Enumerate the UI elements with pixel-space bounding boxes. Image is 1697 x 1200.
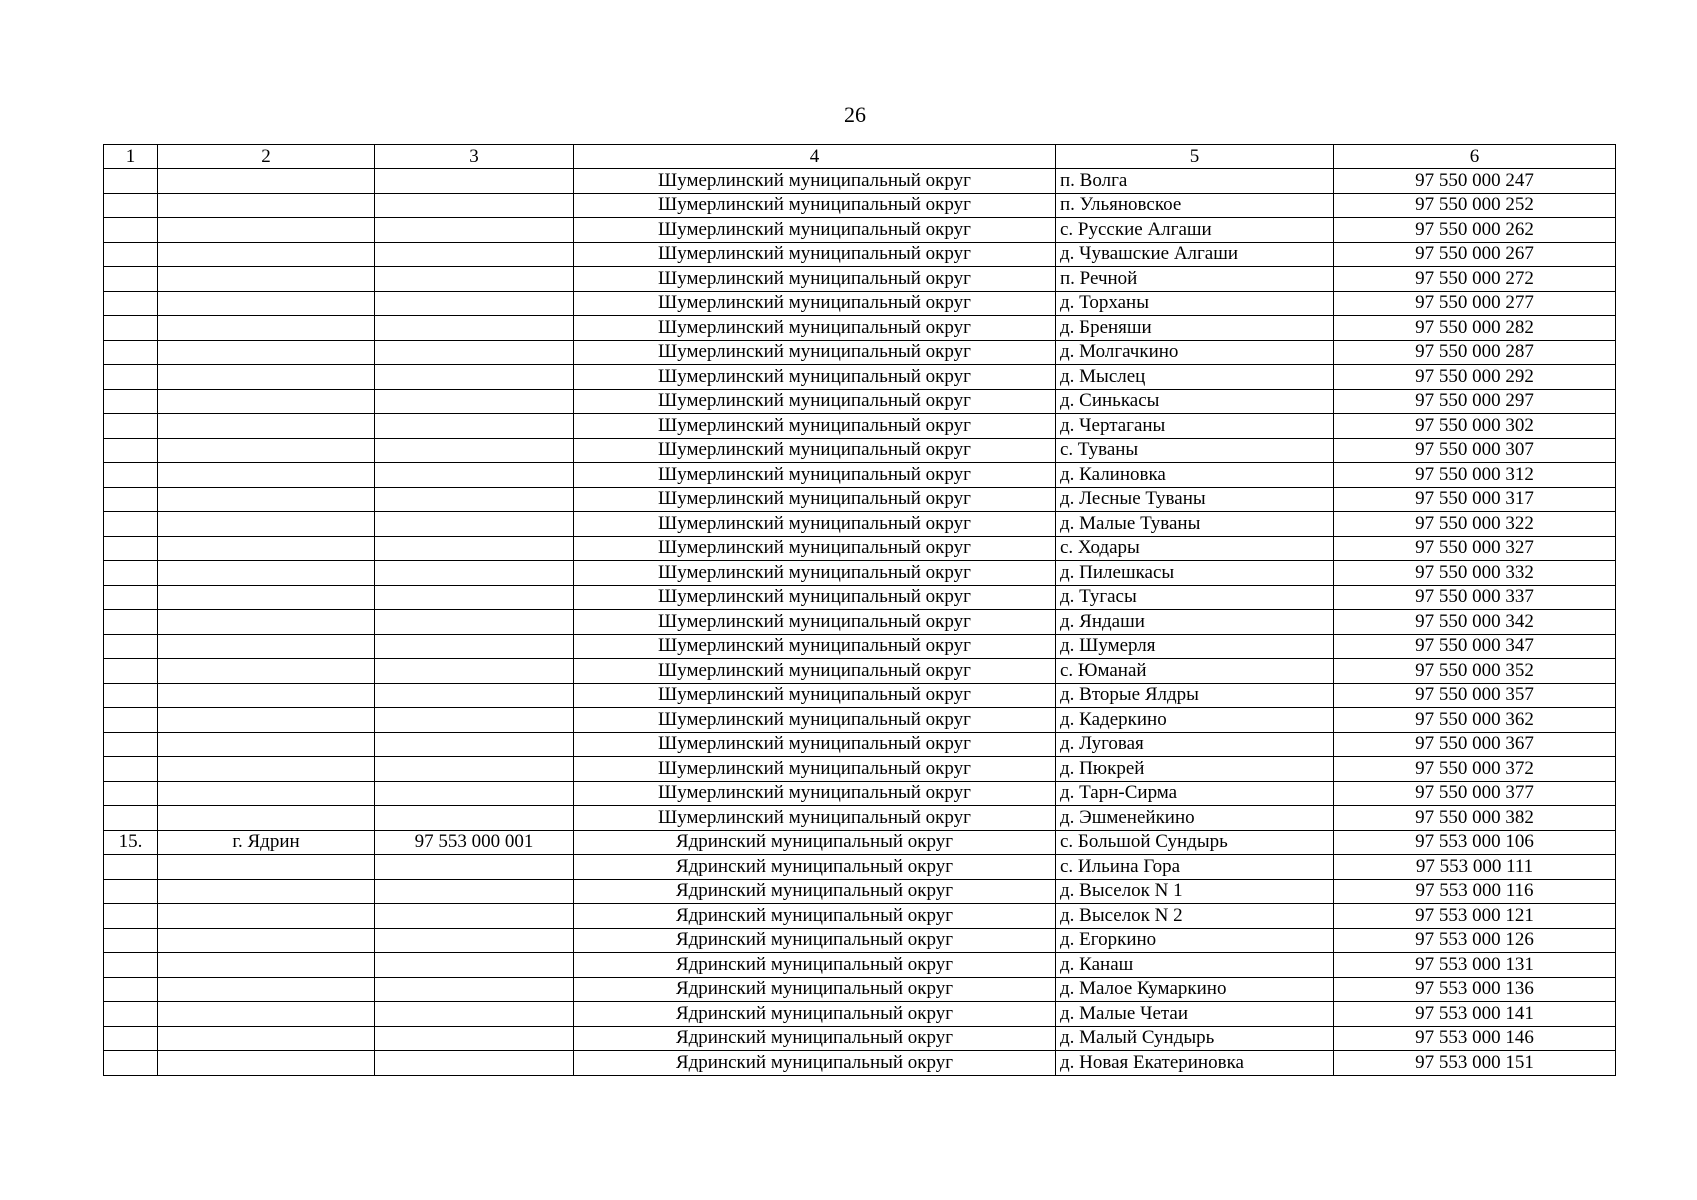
district-cell: Шумерлинский муниципальный округ — [574, 659, 1056, 684]
row-number-cell — [104, 757, 158, 782]
settlement-code-cell: 97 553 000 136 — [1334, 977, 1616, 1002]
settlement-code-cell: 97 553 000 106 — [1334, 830, 1616, 855]
city-cell — [158, 953, 375, 978]
table-row — [104, 683, 1616, 708]
city-cell — [158, 536, 375, 561]
city-code-cell — [375, 267, 574, 292]
row-number-cell — [104, 414, 158, 439]
settlement-cell: д. Синькасы — [1056, 389, 1334, 414]
settlement-cell: п. Речной — [1056, 267, 1334, 292]
settlement-code-cell: 97 550 000 317 — [1334, 487, 1616, 512]
table-row — [104, 512, 1616, 537]
settlement-code-cell: 97 553 000 151 — [1334, 1051, 1616, 1076]
settlement-code-cell: 97 550 000 337 — [1334, 585, 1616, 610]
city-code-cell — [375, 316, 574, 341]
city-cell — [158, 585, 375, 610]
district-cell: Шумерлинский муниципальный округ — [574, 683, 1056, 708]
city-code-cell — [375, 512, 574, 537]
city-cell — [158, 463, 375, 488]
row-number-cell — [104, 438, 158, 463]
settlement-cell: д. Торханы — [1056, 291, 1334, 316]
city-code-cell — [375, 708, 574, 733]
city-cell — [158, 757, 375, 782]
city-cell — [158, 365, 375, 390]
district-cell: Ядринский муниципальный округ — [574, 953, 1056, 978]
settlement-code-cell: 97 550 000 307 — [1334, 438, 1616, 463]
city-code-cell — [375, 977, 574, 1002]
header-cell-2: 2 — [158, 145, 375, 169]
table-row — [104, 708, 1616, 733]
district-cell: Шумерлинский муниципальный округ — [574, 414, 1056, 439]
settlement-cell: д. Тарн-Сирма — [1056, 781, 1334, 806]
settlement-code-cell: 97 550 000 352 — [1334, 659, 1616, 684]
district-cell: Шумерлинский муниципальный округ — [574, 316, 1056, 341]
settlement-cell: с. Юманай — [1056, 659, 1334, 684]
table-row — [104, 1051, 1616, 1076]
city-cell — [158, 169, 375, 194]
row-number-cell — [104, 732, 158, 757]
table-row — [104, 365, 1616, 390]
district-cell: Шумерлинский муниципальный округ — [574, 585, 1056, 610]
table-row — [104, 536, 1616, 561]
city-code-cell — [375, 732, 574, 757]
settlement-cell: д. Молгачкино — [1056, 340, 1334, 365]
row-number-cell — [104, 561, 158, 586]
district-cell: Шумерлинский муниципальный округ — [574, 561, 1056, 586]
district-cell: Шумерлинский муниципальный округ — [574, 242, 1056, 267]
settlement-cell: д. Малые Туваны — [1056, 512, 1334, 537]
page-number: 26 — [844, 102, 866, 127]
district-cell: Ядринский муниципальный округ — [574, 1002, 1056, 1027]
city-cell — [158, 634, 375, 659]
city-cell — [158, 806, 375, 831]
table-row — [104, 487, 1616, 512]
city-code-cell — [375, 1051, 574, 1076]
district-cell: Шумерлинский муниципальный округ — [574, 438, 1056, 463]
settlement-code-cell: 97 550 000 282 — [1334, 316, 1616, 341]
district-cell: Ядринский муниципальный округ — [574, 904, 1056, 929]
settlement-code-cell: 97 550 000 372 — [1334, 757, 1616, 782]
settlement-cell: д. Эшменейкино — [1056, 806, 1334, 831]
district-cell: Шумерлинский муниципальный округ — [574, 634, 1056, 659]
table-row — [104, 218, 1616, 243]
city-code-cell — [375, 463, 574, 488]
district-cell: Ядринский муниципальный округ — [574, 1051, 1056, 1076]
settlement-code-cell: 97 550 000 262 — [1334, 218, 1616, 243]
row-number-cell — [104, 904, 158, 929]
settlement-code-cell: 97 550 000 287 — [1334, 340, 1616, 365]
district-cell: Шумерлинский муниципальный округ — [574, 463, 1056, 488]
city-code-cell — [375, 561, 574, 586]
city-code-cell — [375, 1026, 574, 1051]
row-number-cell — [104, 977, 158, 1002]
district-cell: Шумерлинский муниципальный округ — [574, 806, 1056, 831]
city-cell — [158, 414, 375, 439]
row-number-cell — [104, 855, 158, 880]
settlement-code-cell: 97 553 000 111 — [1334, 855, 1616, 880]
city-code-cell — [375, 879, 574, 904]
district-cell: Шумерлинский муниципальный округ — [574, 340, 1056, 365]
row-number-cell — [104, 218, 158, 243]
table-row — [104, 977, 1616, 1002]
row-number-cell: 15. — [104, 830, 158, 855]
city-code-cell — [375, 438, 574, 463]
city-code-cell — [375, 242, 574, 267]
city-code-cell — [375, 1002, 574, 1027]
city-cell — [158, 267, 375, 292]
table-row — [104, 904, 1616, 929]
city-code-cell — [375, 536, 574, 561]
row-number-cell — [104, 708, 158, 733]
settlement-code-cell: 97 550 000 362 — [1334, 708, 1616, 733]
row-number-cell — [104, 365, 158, 390]
settlement-cell: с. Русские Алгаши — [1056, 218, 1334, 243]
district-cell: Шумерлинский муниципальный округ — [574, 487, 1056, 512]
table-row — [104, 561, 1616, 586]
city-cell — [158, 659, 375, 684]
row-number-cell — [104, 463, 158, 488]
settlement-cell: д. Калиновка — [1056, 463, 1334, 488]
row-number-cell — [104, 683, 158, 708]
row-number-cell — [104, 610, 158, 635]
district-cell: Шумерлинский муниципальный округ — [574, 193, 1056, 218]
settlement-cell: п. Волга — [1056, 169, 1334, 194]
table-row — [104, 830, 1616, 855]
settlement-code-cell: 97 550 000 332 — [1334, 561, 1616, 586]
district-cell: Шумерлинский муниципальный округ — [574, 169, 1056, 194]
city-cell — [158, 487, 375, 512]
row-number-cell — [104, 928, 158, 953]
city-code-cell — [375, 757, 574, 782]
settlement-cell: д. Малые Четаи — [1056, 1002, 1334, 1027]
settlement-cell: д. Шумерля — [1056, 634, 1334, 659]
table-row — [104, 732, 1616, 757]
row-number-cell — [104, 659, 158, 684]
district-cell: Шумерлинский муниципальный округ — [574, 267, 1056, 292]
city-cell — [158, 708, 375, 733]
settlement-code-cell: 97 553 000 146 — [1334, 1026, 1616, 1051]
district-cell: Шумерлинский муниципальный округ — [574, 610, 1056, 635]
city-cell — [158, 1026, 375, 1051]
settlement-code-cell: 97 550 000 342 — [1334, 610, 1616, 635]
table-row — [104, 340, 1616, 365]
city-cell — [158, 879, 375, 904]
header-cell-1: 1 — [104, 145, 158, 169]
city-code-cell — [375, 193, 574, 218]
district-cell: Шумерлинский муниципальный округ — [574, 389, 1056, 414]
header-cell-3: 3 — [375, 145, 574, 169]
city-cell — [158, 340, 375, 365]
settlement-code-cell: 97 550 000 272 — [1334, 267, 1616, 292]
city-code-cell — [375, 487, 574, 512]
settlement-cell: д. Канаш — [1056, 953, 1334, 978]
city-cell — [158, 561, 375, 586]
city-code-cell — [375, 389, 574, 414]
settlement-code-cell: 97 550 000 277 — [1334, 291, 1616, 316]
settlement-code-cell: 97 553 000 121 — [1334, 904, 1616, 929]
row-number-cell — [104, 242, 158, 267]
city-code-cell — [375, 585, 574, 610]
settlement-cell: д. Лесные Туваны — [1056, 487, 1334, 512]
settlement-code-cell: 97 550 000 302 — [1334, 414, 1616, 439]
settlement-cell: д. Чертаганы — [1056, 414, 1334, 439]
row-number-cell — [104, 781, 158, 806]
city-cell — [158, 291, 375, 316]
table-row — [104, 659, 1616, 684]
settlement-cell: д. Тугасы — [1056, 585, 1334, 610]
settlement-code-cell: 97 550 000 357 — [1334, 683, 1616, 708]
city-cell — [158, 683, 375, 708]
settlement-cell: д. Вторые Ялдры — [1056, 683, 1334, 708]
settlement-cell: д. Яндаши — [1056, 610, 1334, 635]
city-code-cell — [375, 610, 574, 635]
table-row — [104, 267, 1616, 292]
table-row — [104, 585, 1616, 610]
city-code-cell — [375, 904, 574, 929]
row-number-cell — [104, 1002, 158, 1027]
settlement-code-cell: 97 550 000 367 — [1334, 732, 1616, 757]
district-cell: Шумерлинский муниципальный округ — [574, 708, 1056, 733]
city-code-cell — [375, 414, 574, 439]
settlement-code-cell: 97 550 000 297 — [1334, 389, 1616, 414]
row-number-cell — [104, 169, 158, 194]
settlement-code-cell: 97 550 000 382 — [1334, 806, 1616, 831]
settlement-cell: д. Выселок N 2 — [1056, 904, 1334, 929]
table-row — [104, 806, 1616, 831]
table-row — [104, 1002, 1616, 1027]
settlement-code-cell: 97 550 000 312 — [1334, 463, 1616, 488]
table-row — [104, 879, 1616, 904]
settlement-code-cell: 97 553 000 126 — [1334, 928, 1616, 953]
city-code-cell — [375, 659, 574, 684]
district-cell: Шумерлинский муниципальный округ — [574, 291, 1056, 316]
table-row — [104, 634, 1616, 659]
district-cell: Шумерлинский муниципальный округ — [574, 781, 1056, 806]
settlement-cell: с. Туваны — [1056, 438, 1334, 463]
district-cell: Ядринский муниципальный округ — [574, 1026, 1056, 1051]
row-number-cell — [104, 953, 158, 978]
city-cell — [158, 389, 375, 414]
city-cell — [158, 928, 375, 953]
city-code-cell — [375, 953, 574, 978]
settlement-cell: д. Малый Сундырь — [1056, 1026, 1334, 1051]
row-number-cell — [104, 512, 158, 537]
city-cell — [158, 316, 375, 341]
city-cell — [158, 732, 375, 757]
city-code-cell: 97 553 000 001 — [375, 830, 574, 855]
settlement-cell: с. Ходары — [1056, 536, 1334, 561]
settlement-cell: д. Мыслец — [1056, 365, 1334, 390]
city-cell — [158, 781, 375, 806]
city-code-cell — [375, 781, 574, 806]
row-number-cell — [104, 634, 158, 659]
city-cell — [158, 904, 375, 929]
row-number-cell — [104, 585, 158, 610]
district-cell: Шумерлинский муниципальный округ — [574, 512, 1056, 537]
row-number-cell — [104, 487, 158, 512]
settlement-code-cell: 97 550 000 322 — [1334, 512, 1616, 537]
settlement-cell: д. Пюкрей — [1056, 757, 1334, 782]
header-cell-6: 6 — [1334, 145, 1616, 169]
table-row — [104, 291, 1616, 316]
row-number-cell — [104, 1026, 158, 1051]
settlement-cell: д. Бреняши — [1056, 316, 1334, 341]
settlement-cell: с. Ильина Гора — [1056, 855, 1334, 880]
table-row — [104, 389, 1616, 414]
district-cell: Ядринский муниципальный округ — [574, 977, 1056, 1002]
district-cell: Шумерлинский муниципальный округ — [574, 365, 1056, 390]
table-row — [104, 193, 1616, 218]
city-cell — [158, 610, 375, 635]
row-number-cell — [104, 389, 158, 414]
row-number-cell — [104, 536, 158, 561]
district-cell: Ядринский муниципальный округ — [574, 855, 1056, 880]
settlement-cell: д. Луговая — [1056, 732, 1334, 757]
settlement-code-cell: 97 553 000 141 — [1334, 1002, 1616, 1027]
settlement-code-cell: 97 550 000 377 — [1334, 781, 1616, 806]
city-code-cell — [375, 855, 574, 880]
district-cell: Шумерлинский муниципальный округ — [574, 757, 1056, 782]
table-row — [104, 242, 1616, 267]
settlement-code-cell: 97 550 000 327 — [1334, 536, 1616, 561]
header-cell-5: 5 — [1056, 145, 1334, 169]
row-number-cell — [104, 1051, 158, 1076]
district-cell: Ядринский муниципальный округ — [574, 928, 1056, 953]
header-cell-4: 4 — [574, 145, 1056, 169]
row-number-cell — [104, 193, 158, 218]
settlement-cell: д. Егоркино — [1056, 928, 1334, 953]
settlement-code-cell: 97 550 000 347 — [1334, 634, 1616, 659]
city-cell — [158, 977, 375, 1002]
city-code-cell — [375, 683, 574, 708]
city-cell: г. Ядрин — [158, 830, 375, 855]
settlement-cell: д. Малое Кумаркино — [1056, 977, 1334, 1002]
city-cell — [158, 218, 375, 243]
table-body — [104, 145, 1616, 1076]
city-cell — [158, 1051, 375, 1076]
settlement-cell: д. Новая Екатериновка — [1056, 1051, 1334, 1076]
city-cell — [158, 193, 375, 218]
district-cell: Шумерлинский муниципальный округ — [574, 536, 1056, 561]
settlement-cell: п. Ульяновское — [1056, 193, 1334, 218]
table-header-row — [104, 145, 1616, 169]
table-row — [104, 414, 1616, 439]
settlement-code-cell: 97 550 000 267 — [1334, 242, 1616, 267]
table-row — [104, 781, 1616, 806]
table-row — [104, 610, 1616, 635]
city-cell — [158, 242, 375, 267]
city-code-cell — [375, 340, 574, 365]
settlements-table — [103, 144, 1616, 1076]
city-code-cell — [375, 634, 574, 659]
city-cell — [158, 438, 375, 463]
city-code-cell — [375, 169, 574, 194]
table-row — [104, 316, 1616, 341]
district-cell: Шумерлинский муниципальный округ — [574, 732, 1056, 757]
city-cell — [158, 1002, 375, 1027]
settlement-cell: д. Чувашские Алгаши — [1056, 242, 1334, 267]
city-code-cell — [375, 218, 574, 243]
settlement-code-cell: 97 550 000 247 — [1334, 169, 1616, 194]
settlement-code-cell: 97 553 000 116 — [1334, 879, 1616, 904]
city-code-cell — [375, 806, 574, 831]
settlement-cell: д. Выселок N 1 — [1056, 879, 1334, 904]
table-row — [104, 169, 1616, 194]
city-code-cell — [375, 365, 574, 390]
row-number-cell — [104, 340, 158, 365]
table-row — [104, 438, 1616, 463]
settlement-code-cell: 97 553 000 131 — [1334, 953, 1616, 978]
table-row — [104, 463, 1616, 488]
city-cell — [158, 855, 375, 880]
settlement-code-cell: 97 550 000 292 — [1334, 365, 1616, 390]
district-cell: Ядринский муниципальный округ — [574, 830, 1056, 855]
settlement-cell: д. Пилешкасы — [1056, 561, 1334, 586]
district-cell: Шумерлинский муниципальный округ — [574, 218, 1056, 243]
city-code-cell — [375, 291, 574, 316]
table-row — [104, 928, 1616, 953]
city-cell — [158, 512, 375, 537]
settlement-cell: с. Большой Сундырь — [1056, 830, 1334, 855]
row-number-cell — [104, 806, 158, 831]
district-cell: Ядринский муниципальный округ — [574, 879, 1056, 904]
table-row — [104, 757, 1616, 782]
settlement-cell: д. Кадеркино — [1056, 708, 1334, 733]
table-row — [104, 1026, 1616, 1051]
row-number-cell — [104, 267, 158, 292]
row-number-cell — [104, 291, 158, 316]
table-row — [104, 855, 1616, 880]
row-number-cell — [104, 316, 158, 341]
table-row — [104, 953, 1616, 978]
city-code-cell — [375, 928, 574, 953]
row-number-cell — [104, 879, 158, 904]
settlement-code-cell: 97 550 000 252 — [1334, 193, 1616, 218]
